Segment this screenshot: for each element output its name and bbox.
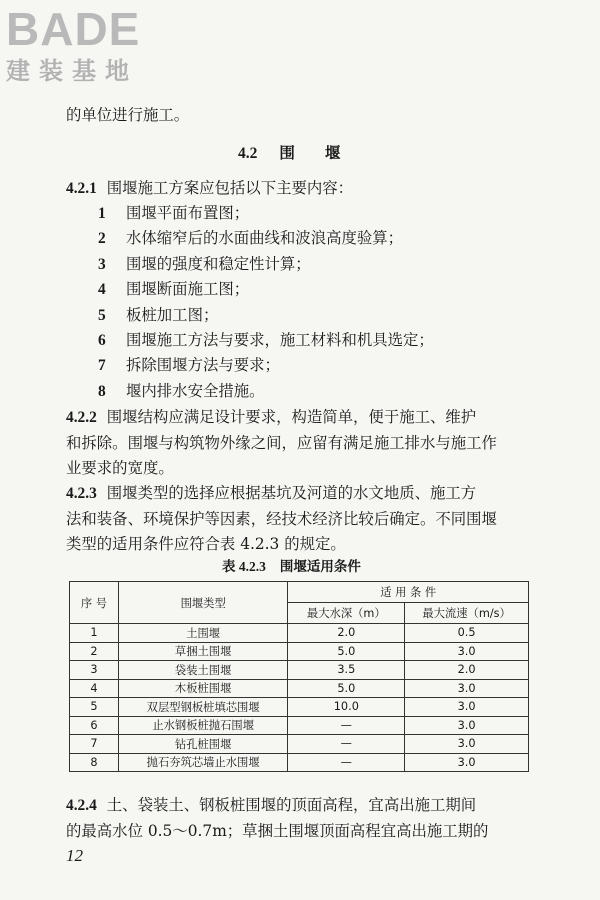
cell-type: 草捆土围堰 — [118, 642, 288, 661]
clause-line: 的最高水位 0.5～0.7m；草捆土围堰顶面高程宜高出施工期的 — [66, 821, 489, 840]
header-conditions: 适 用 条 件 — [288, 582, 529, 603]
table-row — [70, 661, 529, 680]
clause-number: 4.2.2 — [66, 409, 97, 426]
cell-type: 抛石夯筑芯墙止水围堰 — [118, 753, 288, 772]
clause-line: 类型的适用条件应符合表 4.2.3 的规定。 — [66, 535, 346, 553]
list-item — [98, 226, 434, 251]
cell-no: 1 — [70, 624, 119, 643]
cell-depth: — — [288, 716, 405, 735]
table-row — [70, 735, 529, 754]
clause-4-2-4 — [66, 793, 526, 844]
clause-line: 法和装备、环境保护等因素，经技术经济比较后确定。不同围堰 — [66, 509, 497, 528]
header-type: 围堰类型 — [118, 582, 288, 624]
clause-line — [66, 481, 526, 507]
header-depth: 最大水深（m） — [288, 603, 405, 624]
cell-type: 土围堰 — [118, 624, 288, 643]
list-item-number: 4 — [98, 281, 106, 299]
cell-type: 木板桩围堰 — [118, 679, 288, 698]
clause-4-2-3 — [66, 481, 526, 558]
list-item-text: 围堰断面施工图； — [126, 280, 250, 299]
cell-depth: — — [288, 753, 405, 772]
cell-no: 7 — [70, 735, 119, 754]
list-item-number: 6 — [98, 332, 106, 350]
table-row — [70, 642, 529, 661]
cell-type: 双层型钢板桩填芯围堰 — [118, 698, 288, 717]
cell-speed: 2.0 — [405, 661, 529, 680]
clause-line — [66, 793, 526, 819]
list-item-number: 8 — [98, 382, 106, 400]
cell-type: 止水钢板桩抛石围堰 — [118, 716, 288, 735]
list-item — [98, 353, 434, 378]
cell-speed: 3.0 — [405, 753, 529, 772]
logo-subtitle: 建装基地 — [6, 57, 138, 85]
cell-speed: 3.0 — [405, 642, 529, 661]
list-item-number: 2 — [98, 230, 106, 248]
table-row — [70, 624, 529, 643]
clause-number: 4.2.1 — [66, 180, 97, 197]
list-item-text: 围堰平面布置图； — [126, 204, 250, 222]
clause-line: 和拆除。围堰与构筑物外缘之间，应留有满足施工排水与施工作 — [66, 433, 497, 452]
logo-wordmark: BADE — [6, 3, 141, 55]
section-number: 4.2 — [238, 145, 258, 162]
cell-type: 钻孔桩围堰 — [118, 735, 288, 754]
list-item-text: 堰内排水安全措施。 — [126, 381, 265, 400]
cell-depth: 3.5 — [288, 661, 405, 680]
cell-no: 4 — [70, 679, 119, 698]
clause-4-2-1 — [66, 176, 526, 202]
cell-no: 2 — [70, 642, 119, 661]
intro-line: 的单位进行施工。 — [66, 106, 190, 124]
page-number: 12 — [66, 846, 83, 865]
list-item — [98, 277, 434, 302]
watermark-logo — [6, 4, 181, 86]
table-caption-number: 表 4.2.3 — [222, 559, 266, 574]
list-item — [98, 252, 434, 277]
cell-depth: 10.0 — [288, 698, 405, 717]
cell-depth: 5.0 — [288, 642, 405, 661]
cell-depth: 5.0 — [288, 679, 405, 698]
clause-text: 土、袋装土、钢板桩围堰的顶面高程，宜高出施工期间 — [106, 796, 477, 814]
list-item-text: 围堰施工方法与要求，施工材料和机具选定； — [126, 331, 434, 350]
cell-speed: 3.0 — [405, 679, 529, 698]
list-item-number: 5 — [98, 306, 106, 324]
cell-speed: 3.0 — [405, 716, 529, 735]
cell-depth: 2.0 — [288, 624, 405, 643]
list-item-number: 7 — [98, 357, 106, 375]
table-row — [70, 716, 529, 735]
clause-text: 围堰结构应满足设计要求，构造简单，便于施工、维护 — [106, 408, 477, 426]
list-item — [98, 379, 434, 404]
list-item-text: 拆除围堰方法与要求； — [126, 356, 280, 375]
section-title-char-2: 堰 — [324, 143, 341, 162]
cell-no: 5 — [70, 698, 119, 717]
table-row — [70, 679, 529, 698]
cell-speed: 3.0 — [405, 735, 529, 754]
clause-text: 围堰类型的选择应根据基坑及河道的水文地质、施工方 — [106, 484, 477, 502]
clause-number: 4.2.3 — [66, 485, 97, 502]
cell-speed: 0.5 — [405, 624, 529, 643]
list-item-number: 3 — [98, 255, 106, 273]
conditions-table — [69, 581, 529, 772]
list-item-text: 板桩加工图； — [126, 305, 219, 324]
list-item-text: 围堰的强度和稳定性计算； — [126, 254, 311, 273]
clause-number: 4.2.4 — [66, 797, 97, 814]
clause-line — [66, 405, 526, 431]
list-item-number: 1 — [98, 205, 106, 222]
section-title-char-1: 围 — [279, 143, 295, 162]
cell-speed: 3.0 — [405, 698, 529, 717]
table-caption — [222, 555, 361, 575]
list-item — [98, 303, 434, 328]
clause-4-2-2 — [66, 405, 526, 482]
cell-no: 3 — [70, 661, 119, 680]
cell-type: 袋装土围堰 — [118, 661, 288, 680]
cell-depth: — — [288, 735, 405, 754]
list-item — [98, 201, 434, 226]
header-index: 序 号 — [70, 582, 119, 624]
table-caption-title: 围堰适用条件 — [279, 559, 361, 575]
list-item-text: 水体缩窄后的水面曲线和波浪高度验算； — [126, 229, 404, 248]
list-item — [98, 328, 434, 353]
cell-no: 6 — [70, 716, 119, 735]
clause-text: 围堰施工方案应包括以下主要内容： — [106, 179, 354, 197]
table-row — [70, 698, 529, 717]
table-row — [70, 753, 529, 772]
section-title — [238, 141, 340, 163]
clause-line: 业要求的宽度。 — [66, 459, 174, 477]
header-speed: 最大流速（m/s） — [405, 603, 529, 624]
cell-no: 8 — [70, 753, 119, 772]
content-list — [98, 201, 434, 404]
